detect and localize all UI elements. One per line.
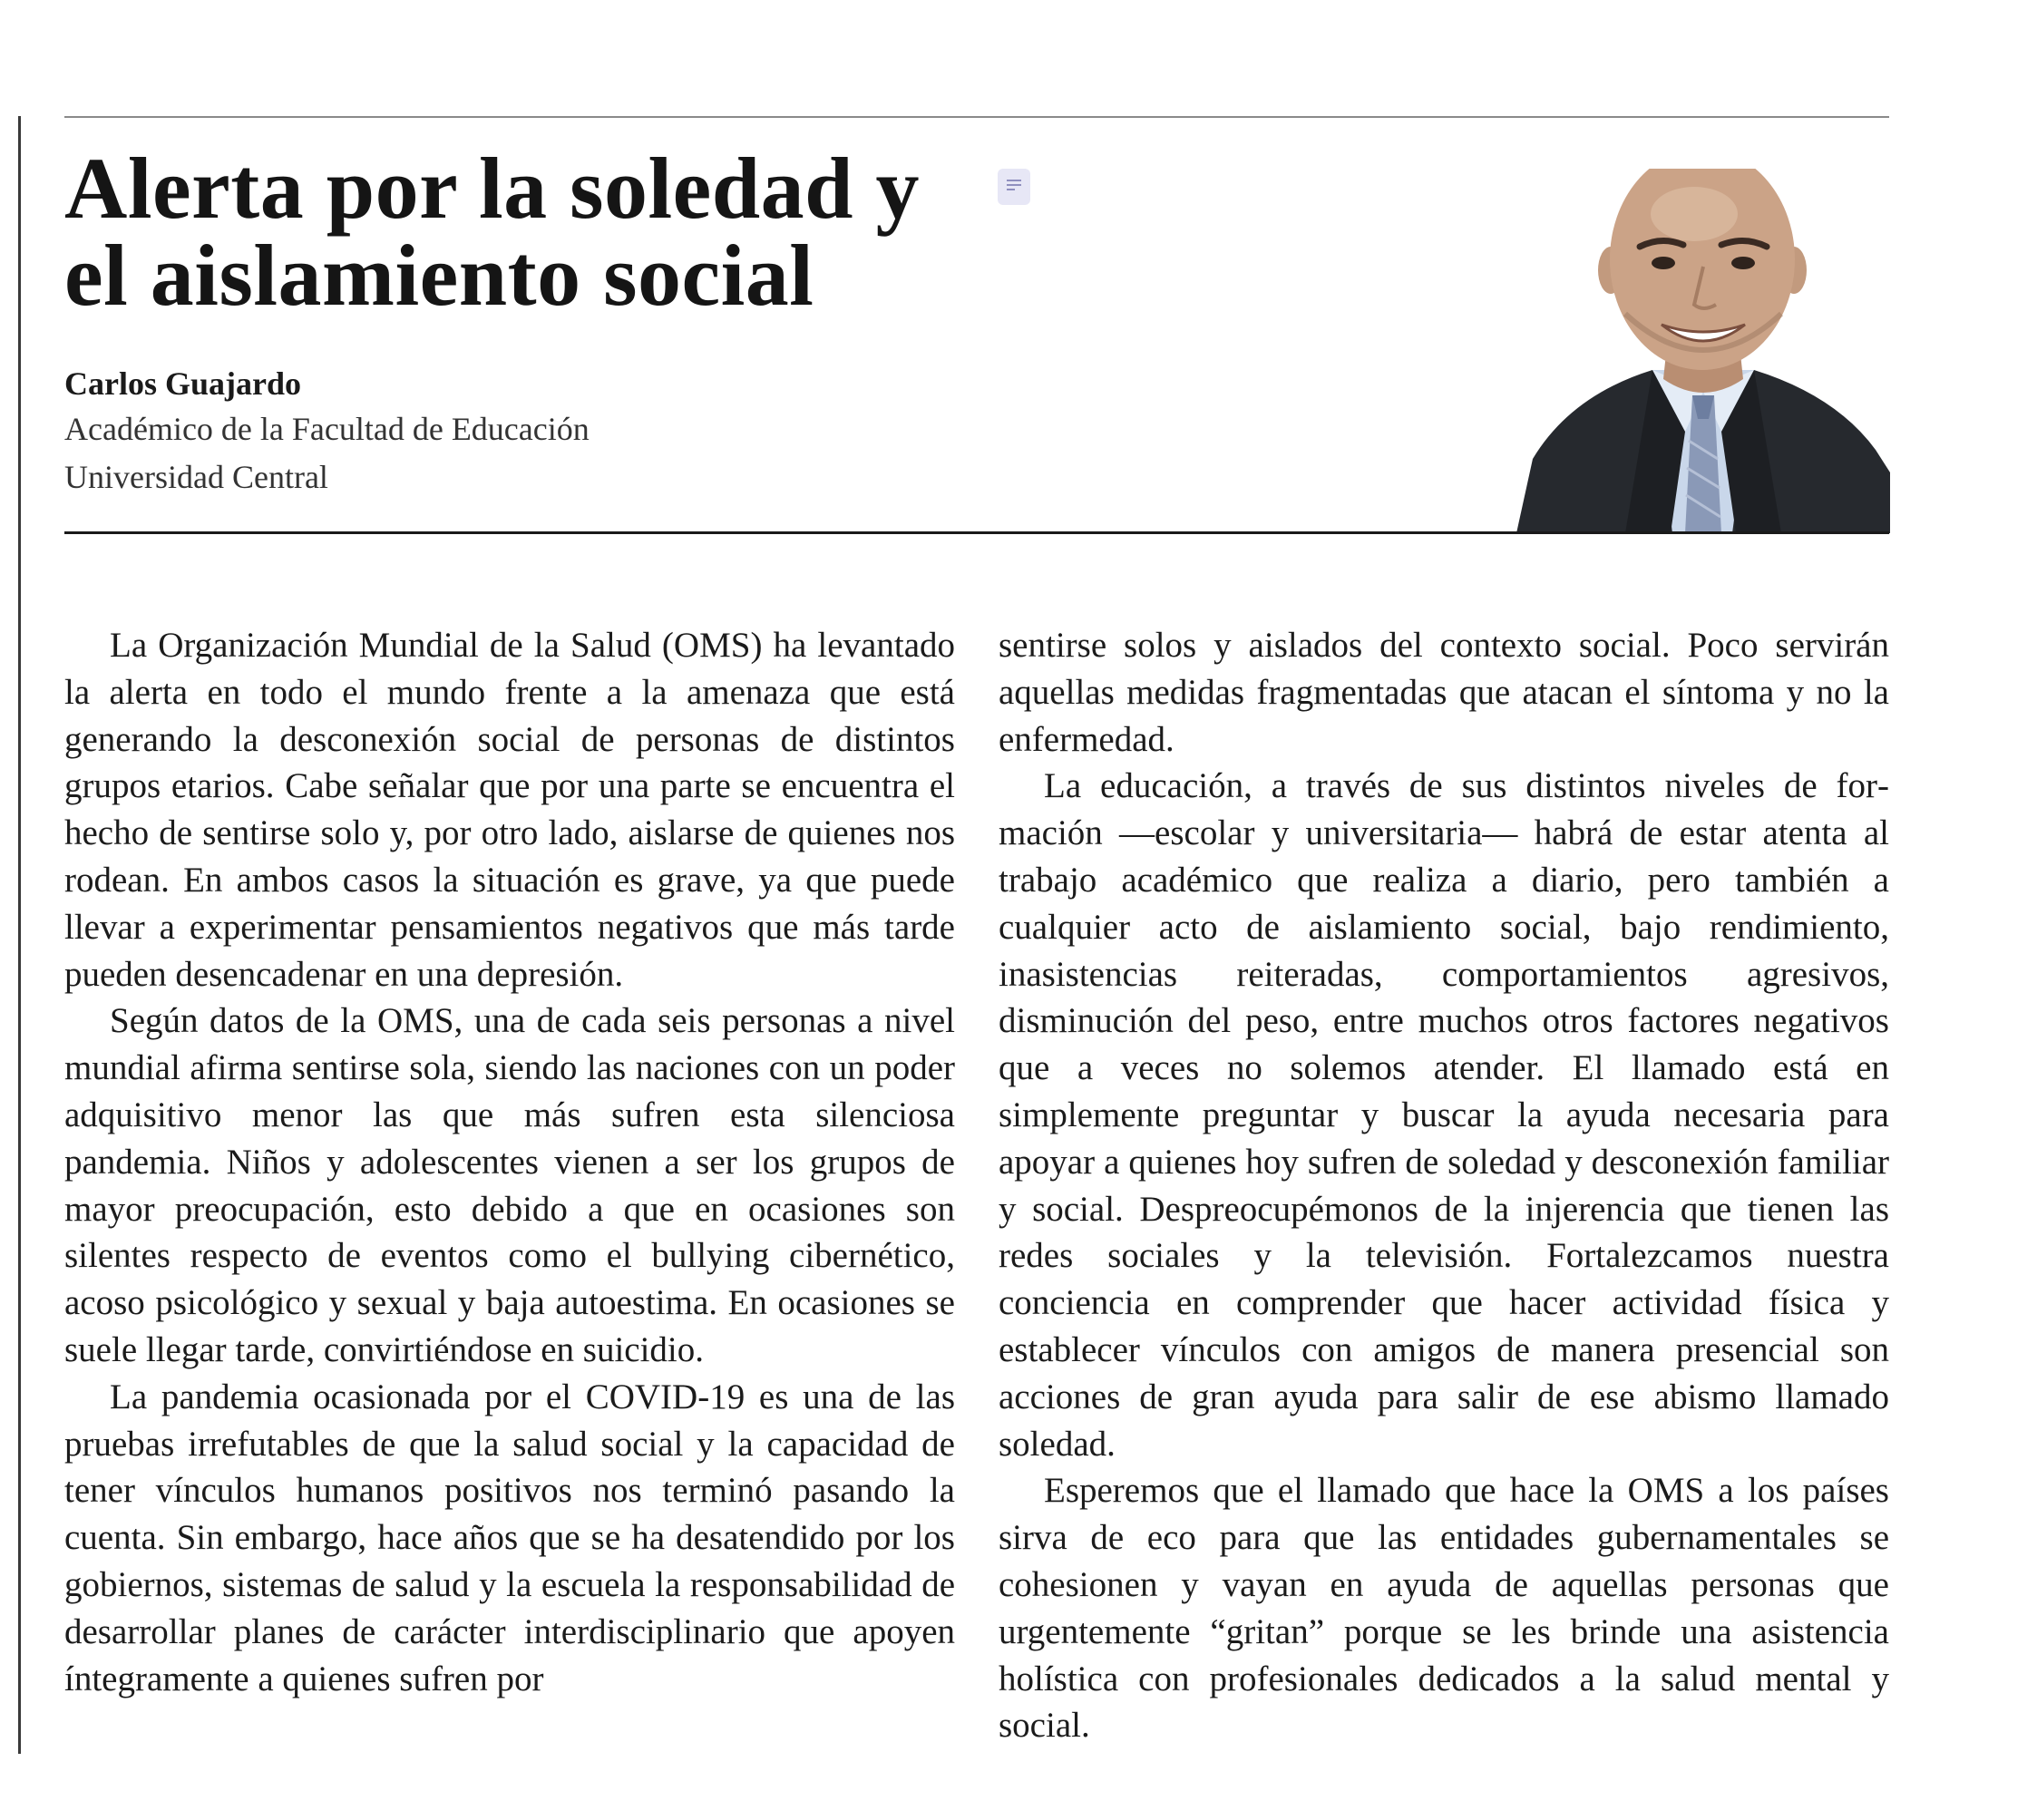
paragraph: Según datos de la OMS, una de cada seis personas a nivel mundial afirma sentirse sola, siendo las naciones con un poder adquisitivo menor las que más sufren esta silenciosa pandemia. Niños y adolescentes vienen a ser los grupos de mayor preocupación, esto debido a que en ocasiones son silentes respecto de eventos como el bullying cibernético, acoso psicológico y sexual y baja autoestima. En ocasiones se suele llegar tarde, convirtiéndose en suicidio. <box>64 1001 955 1369</box>
header-rule <box>64 531 1889 534</box>
top-rule <box>64 116 1889 118</box>
paragraph: Esperemos que el llamado que hace la OMS a los países sirva de eco para que las entidades gubernamentales se cohesionen y vayan en ayuda de aquellas personas que urgentemente “gritan” porque se les brinde una asistencia holística con profesionales dedicados a la salud mental y social. <box>999 1471 1889 1746</box>
article-title: Alerta por la soledad y el aislamiento social <box>64 140 921 324</box>
comment-icon[interactable] <box>998 169 1030 205</box>
paragraph: La pandemia ocasionada por el COVID-19 es una de las pruebas irrefutables de que la salud social y la capacidad de tener vínculos humanos positivos nos terminó pasando la cuenta. Sin embargo, hace años que se ha desatendido por los gobiernos, sistemas de salud y la escuela la responsabilidad de desarrollar planes de carácter interdisciplinario que apoyen íntegramente a quienes sufren por <box>64 1377 955 1698</box>
author-photo <box>1516 169 1890 533</box>
author-name: Carlos Guajardo <box>64 365 301 402</box>
author-organization: Universidad Central <box>64 459 328 495</box>
body-column-left <box>64 622 955 1702</box>
author-role: Académico de la Facultad de Educación <box>64 411 590 447</box>
left-margin-rule <box>18 116 21 1754</box>
body-column-right <box>999 622 1889 1749</box>
paragraph: sentirse solos y aislados del contexto social. Poco servirán aquellas medidas fragmentadas que atacan el síntoma y no la enfermedad. <box>999 626 1889 759</box>
paragraph: La Organización Mundial de la Salud (OMS) ha levantado la alerta en todo el mundo frente a la amenaza que está generando la desconexión social de personas de distintos grupos etarios. Cabe señalar que por una parte se encuentra el hecho de sentirse solo y, por otro lado, aislarse de quienes nos rodean. En ambos casos la situación es grave, ya que puede llevar a experimentar pensamientos negativos que más tarde pueden desencadenar en una depresión. <box>64 626 955 994</box>
paragraph: La educación, a través de sus distintos niveles de formación —escolar y universitaria— habrá de estar atenta al trabajo académico que realiza a diario, pero también a cualquier acto de aislamiento social, bajo rendimiento, inasistencias reiteradas, comportamientos agresivos, disminución del peso, entre muchos otros factores negativos que a veces no solemos atender. El llamado está en simplemente preguntar y buscar la ayuda necesaria para apoyar a quienes hoy sufren de soledad y desconexión familiar y social. Despreocupémonos de la injerencia que tienen las redes sociales y la televisión. Fortalezcamos nuestra conciencia en comprender que hacer actividad física y establecer vínculos con amigos de manera presencial son acciones de gran ayuda para salir de ese abismo llamado soledad. <box>999 766 1889 1464</box>
